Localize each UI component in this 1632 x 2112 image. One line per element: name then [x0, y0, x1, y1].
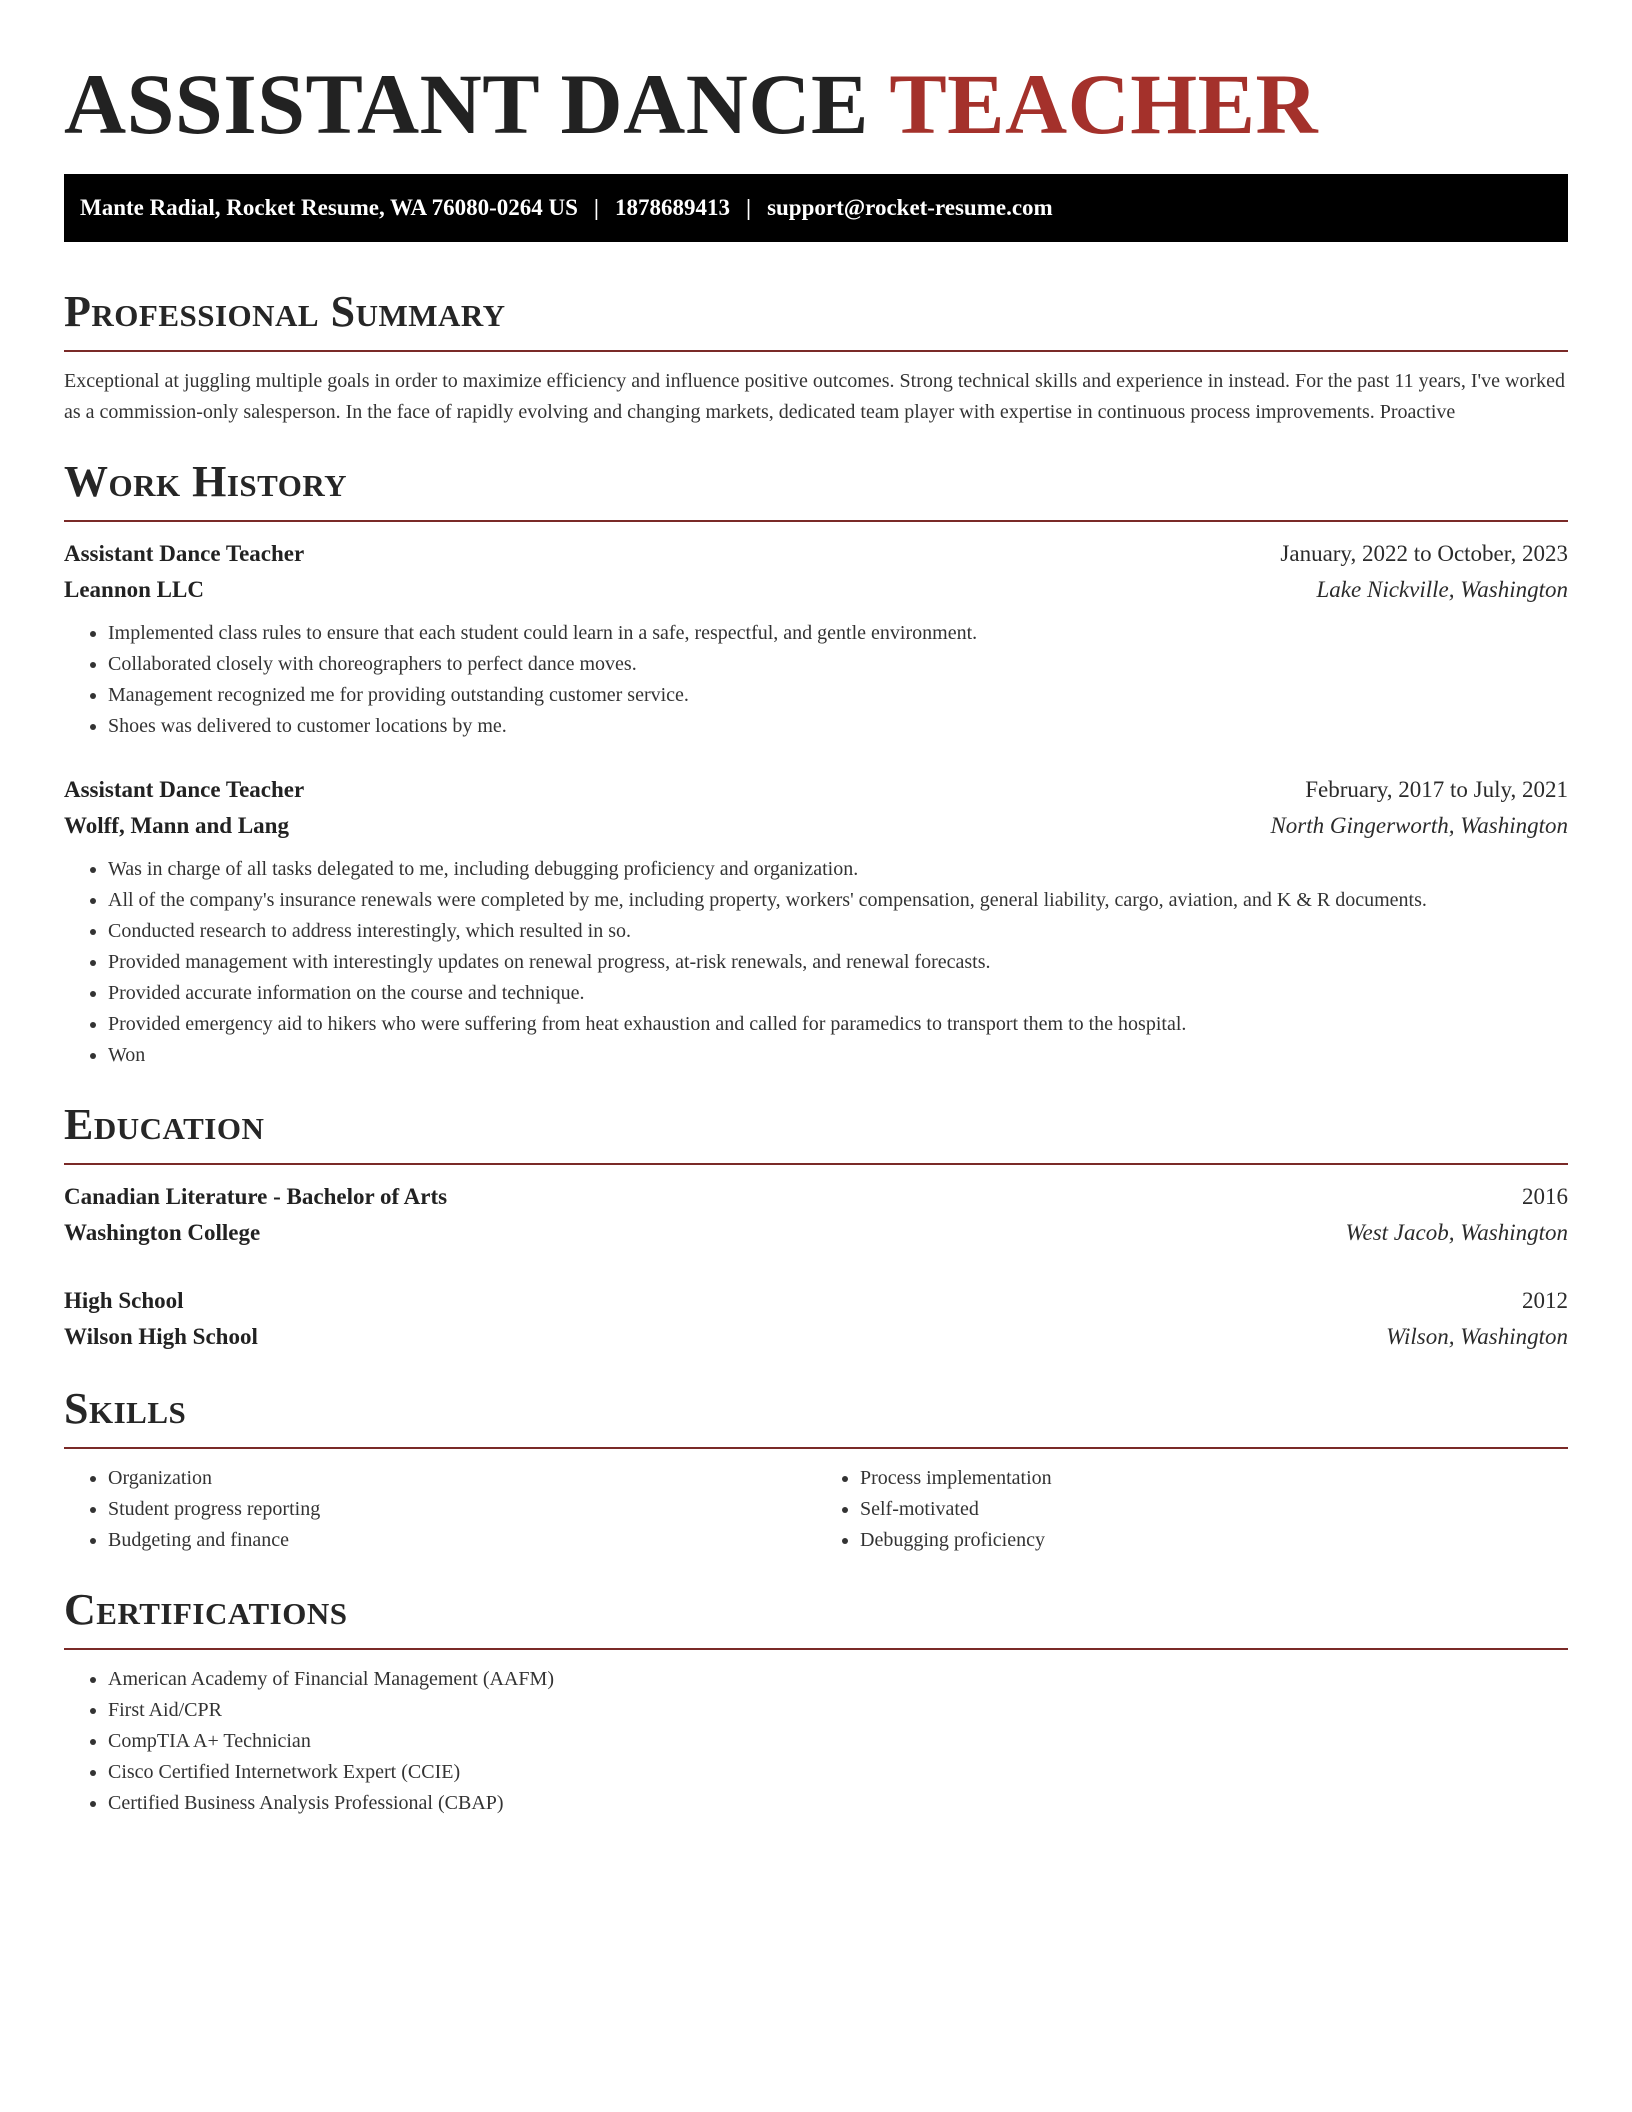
job-header-row	[64, 772, 1568, 808]
job-dates: January, 2022 to October, 2023	[1280, 541, 1568, 566]
list-item: • Won	[108, 1040, 1568, 1071]
list-item: • Process implementation	[860, 1463, 1568, 1494]
skills-column-left	[64, 1463, 816, 1556]
job-location: North Gingerworth, Washington	[1270, 813, 1568, 838]
job-title: Assistant Dance Teacher	[64, 541, 305, 566]
list-item: • Management recognized me for providing outstanding customer service.	[108, 680, 1568, 711]
certifications-section	[64, 1582, 1568, 1819]
section-heading: Education	[64, 1100, 265, 1149]
section-divider	[64, 1648, 1568, 1650]
list-item: • Collaborated closely with choreographers to perfect dance moves.	[108, 649, 1568, 680]
section-heading: Skills	[64, 1384, 187, 1433]
job-company: Wolff, Mann and Lang	[64, 813, 289, 838]
list-item: • Organization	[108, 1463, 816, 1494]
skills-grid	[64, 1463, 1568, 1556]
list-item: • Implemented class rules to ensure that each student could learn in a safe, respectful, and gentle environment.	[108, 618, 1568, 649]
job-header-row	[64, 536, 1568, 572]
list-item: • Self-motivated	[860, 1494, 1568, 1525]
list-item: • Provided emergency aid to hikers who were suffering from heat exhaustion and called for paramedics to transport them to the hospital.	[108, 1009, 1568, 1040]
education-section	[64, 1097, 1568, 1355]
list-item: • Provided accurate information on the course and technique.	[108, 978, 1568, 1009]
list-item: • Was in charge of all tasks delegated to me, including debugging proficiency and organization.	[108, 854, 1568, 885]
education-school: Wilson High School	[64, 1324, 258, 1349]
list-item: • Budgeting and finance	[108, 1525, 816, 1556]
section-divider	[64, 520, 1568, 522]
list-item: • Debugging proficiency	[860, 1525, 1568, 1556]
education-location: West Jacob, Washington	[1345, 1220, 1568, 1245]
skills-section	[64, 1381, 1568, 1556]
education-entry	[64, 1283, 1568, 1355]
education-header-row	[64, 1179, 1568, 1215]
contact-separator: |	[593, 195, 599, 220]
job-entry	[64, 772, 1568, 1071]
contact-phone: 1878689413	[614, 195, 730, 220]
job-bullets	[64, 854, 1568, 1071]
contact-address: Mante Radial, Rocket Resume, WA 76080-0264 US	[80, 195, 578, 220]
education-header-row	[64, 1283, 1568, 1319]
certifications-list	[64, 1664, 1568, 1819]
work-history-section	[64, 454, 1568, 1071]
section-heading: Work History	[64, 457, 348, 506]
contact-separator: |	[745, 195, 752, 220]
list-item: • Student progress reporting	[108, 1494, 816, 1525]
section-divider	[64, 350, 1568, 352]
title-main: ASSISTANT DANCE	[64, 56, 869, 152]
section-heading: Professional Summary	[64, 287, 506, 336]
section-divider	[64, 1447, 1568, 1449]
education-location: Wilson, Washington	[1386, 1324, 1568, 1349]
list-item: • Certified Business Analysis Professional (CBAP)	[108, 1788, 1568, 1819]
education-degree: High School	[64, 1288, 184, 1313]
education-year: 2016	[1522, 1184, 1568, 1209]
summary-section	[64, 284, 1568, 428]
job-company-row	[64, 572, 1568, 608]
title-accent: TEACHER	[889, 56, 1319, 152]
education-school: Washington College	[64, 1220, 261, 1245]
skills-column-right	[816, 1463, 1568, 1556]
list-item: • Provided management with interestingly updates on renewal progress, at-risk renewals, and renewal forecasts.	[108, 947, 1568, 978]
list-item: • Conducted research to address interestingly, which resulted in so.	[108, 916, 1568, 947]
list-item: • American Academy of Financial Management (AAFM)	[108, 1664, 1568, 1695]
job-dates: February, 2017 to July, 2021	[1305, 777, 1568, 802]
list-item: • CompTIA A+ Technician	[108, 1726, 1568, 1757]
resume-title	[64, 54, 1568, 154]
summary-text: Exceptional at juggling multiple goals in order to maximize efficiency and influence positive outcomes. Strong technical skills and experience in instead. For the past 11 years, I've worked as a commission-only salesperson. In the face of rapidly evolving and changing markets, dedicated team player with expertise in continuous process improvements. Proactive	[64, 370, 1565, 423]
section-heading: Certifications	[64, 1585, 348, 1634]
job-company-row	[64, 808, 1568, 844]
list-item: • Shoes was delivered to customer locations by me.	[108, 711, 1568, 742]
contact-email: support@rocket-resume.com	[767, 195, 1053, 220]
section-divider	[64, 1163, 1568, 1165]
list-item: • Cisco Certified Internetwork Expert (CCIE)	[108, 1757, 1568, 1788]
education-degree: Canadian Literature - Bachelor of Arts	[64, 1184, 448, 1209]
job-entry	[64, 536, 1568, 742]
job-title: Assistant Dance Teacher	[64, 777, 305, 802]
education-school-row	[64, 1215, 1568, 1251]
job-company: Leannon LLC	[64, 577, 204, 602]
list-item: • All of the company's insurance renewals were completed by me, including property, workers' compensation, general liability, cargo, aviation, and K & R documents.	[108, 885, 1568, 916]
education-year: 2012	[1522, 1288, 1568, 1313]
job-location: Lake Nickville, Washington	[1316, 577, 1568, 602]
contact-bar	[64, 174, 1568, 242]
education-entry	[64, 1179, 1568, 1251]
job-bullets	[64, 618, 1568, 742]
education-school-row	[64, 1319, 1568, 1355]
list-item: • First Aid/CPR	[108, 1695, 1568, 1726]
